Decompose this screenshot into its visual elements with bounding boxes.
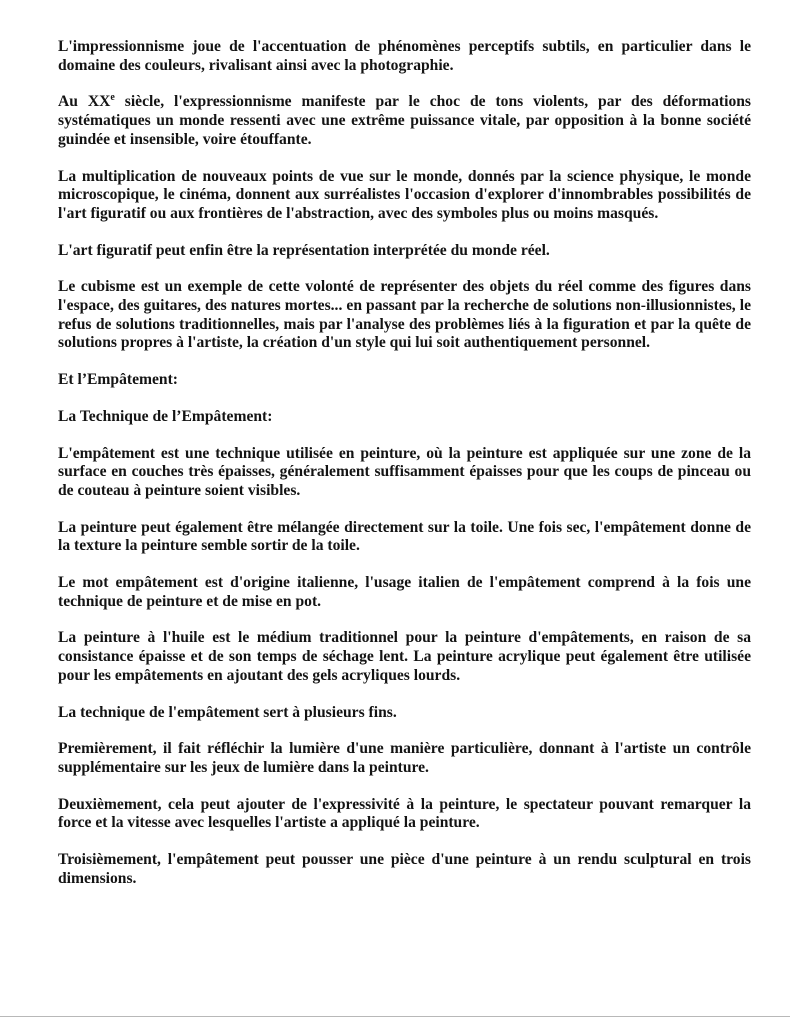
paragraph-peinture-huile: La peinture à l'huile est le médium traditionnel pour la peinture d'empâtements, en raison de sa consistance épaisse et de son temps de séchage lent. La peinture acrylique peut également être utilisée pour les empâtements en ajoutant des gels acryliques lourds. xyxy=(58,629,751,684)
paragraph-cubisme: Le cubisme est un exemple de cette volonté de représenter des objets du réel comme des figures dans l'espace, des guitares, des natures mortes... en passant par la recherche de solutions non-illusionnistes, le refus de solutions traditionnelles, mais par l'analyse des problèmes liés à la figuration et par la quête de solutions propres à l'artiste, la création d'un style qui lui soit authentiquement personnel. xyxy=(58,278,751,352)
paragraph-definition-empatement: L'empâtement est une technique utilisée en peinture, où la peinture est appliquée sur une zone de la surface en couches très épaisses, généralement suffisamment épaisses pour que les coups de pinceau ou de couteau à peinture soient visibles. xyxy=(58,444,751,499)
century-prefix: Au XX xyxy=(58,93,111,111)
heading-technique-empatement: La Technique de l’Empâtement: xyxy=(58,407,273,425)
paragraph-surrealistes: La multiplication de nouveaux points de vue sur le monde, donnés par la science physique, le monde microscopique, le cinéma, donnent aux surréalistes l'occasion d'explorer d'innombrables possibilités de l'art figuratif ou aux frontières de l'abstraction, avec des symboles plus ou moins masqués. xyxy=(58,167,751,222)
page-bottom-rule xyxy=(0,1016,790,1017)
century-superscript: e xyxy=(110,92,115,104)
paragraph-premierement: Premièrement, il fait réfléchir la lumière d'une manière particulière, donnant à l'artiste un contrôle supplémentaire sur les jeux de lumière dans la peinture. xyxy=(58,740,751,776)
paragraph-deuxiemement: Deuxièmement, cela peut ajouter de l'expressivité à la peinture, le spectateur pouvant remarquer la force et la vitesse avec lesquelles l'artiste a appliqué la peinture. xyxy=(58,795,751,832)
paragraph-art-figuratif: L'art figuratif peut enfin être la représentation interprétée du monde réel. xyxy=(58,241,550,259)
document-body xyxy=(58,38,751,907)
paragraph-melange-toile: La peinture peut également être mélangée directement sur la toile. Une fois sec, l'empâtement donne de la texture la peinture semble sortir de la toile. xyxy=(58,518,751,555)
paragraph-troisiemement: Troisièmement, l'empâtement peut pousser une pièce d'une peinture à un rendu sculptural en trois dimensions. xyxy=(58,851,751,887)
paragraph-impressionnisme: L'impressionnisme joue de l'accentuation de phénomènes perceptifs subtils, en particulier dans le domaine des couleurs, rivalisant ainsi avec la photographie. xyxy=(58,38,751,74)
paragraph-expressionnisme-text: siècle, l'expressionnisme manifeste par le choc de tons violents, par des déformations systématiques un monde ressenti avec une extrême puissance vitale, par opposition à la bonne société guindée et insensible, voire étouffante. xyxy=(58,93,751,148)
heading-empatement: Et l’Empâtement: xyxy=(58,371,178,389)
paragraph-origine-italienne: Le mot empâtement est d'origine italienne, l'usage italien de l'empâtement comprend à la fois une technique de peinture et de mise en pot. xyxy=(58,574,751,610)
paragraph-plusieurs-fins: La technique de l'empâtement sert à plusieurs fins. xyxy=(58,703,397,721)
paragraph-expressionnisme xyxy=(58,93,751,149)
